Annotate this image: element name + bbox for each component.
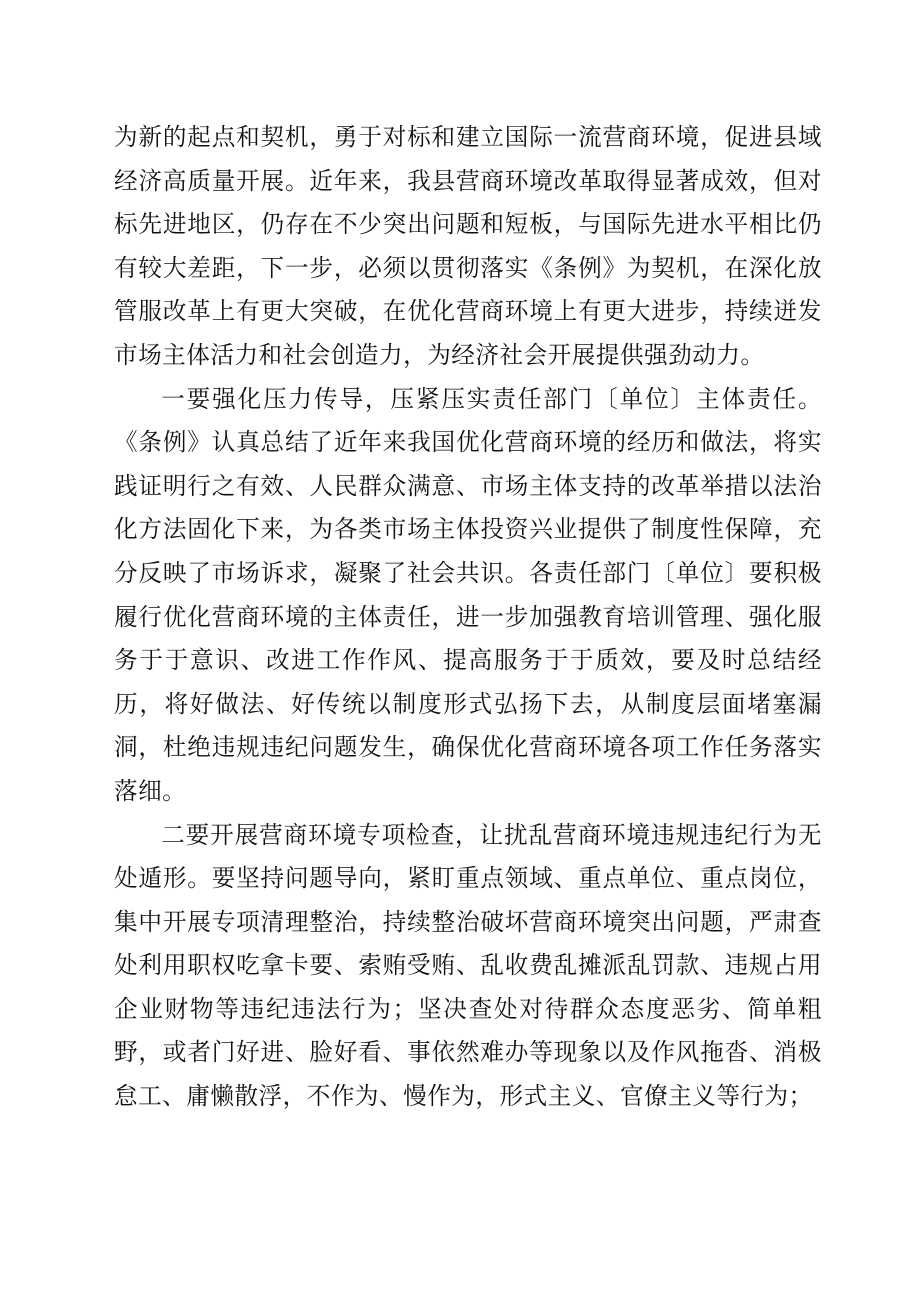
paragraph-2: 一要强化压力传导，压紧压实责任部门〔单位〕主体责任。《条例》认真总结了近年来我国优化营商环境的经历和做法，将实践证明行之有效、人民群众满意、市场主体支持的改革举措以法治化方法固化下来，为各类市场主体投资兴业提供了制度性保障，充分反映了市场诉求，凝聚了社会共识。各责任部门〔单位〕要积极履行优化营商环境的主体责任，进一步加强教育培训管理、强化服务于于意识、改进工作作风、提高服务于于质效，要及时总结经历，将好做法、好传统以制度形式弘扬下去，从制度层面堵塞漏洞，杜绝违规违纪问题发生，确保优化营商环境各项工作任务落实落细。 [114,384,822,805]
paragraph-1: 为新的起点和契机，勇于对标和建立国际一流营商环境，促进县域经济高质量开展。近年来，我县营商环境改革取得显著成效，但对标先进地区，仍存在不少突出问题和短板，与国际先进水平相比仍有较大差距，下一步，必须以贯彻落实《条例》为契机，在深化放管服改革上有更大突破，在优化营商环境上有更大进步，持续迸发市场主体活力和社会创造力，为经济社会开展提供强劲动力。 [114,123,822,369]
document-body [114,116,822,1119]
paragraph-3: 二要开展营商环境专项检查，让扰乱营商环境违规违纪行为无处遁形。要坚持问题导向，紧盯重点领域、重点单位、重点岗位，集中开展专项清理整治，持续整治破坏营商环境突出问题，严肃查处利用职权吃拿卡要、索贿受贿、乱收费乱摊派乱罚款、违规占用企业财物等违纪违法行为；坚决查处对待群众态度恶劣、简单粗野，或者门好进、脸好看、事依然难办等现象以及作风拖沓、消极怠工、庸懒散浮，不作为、慢作为，形式主义、官僚主义等行为； [114,820,822,1111]
